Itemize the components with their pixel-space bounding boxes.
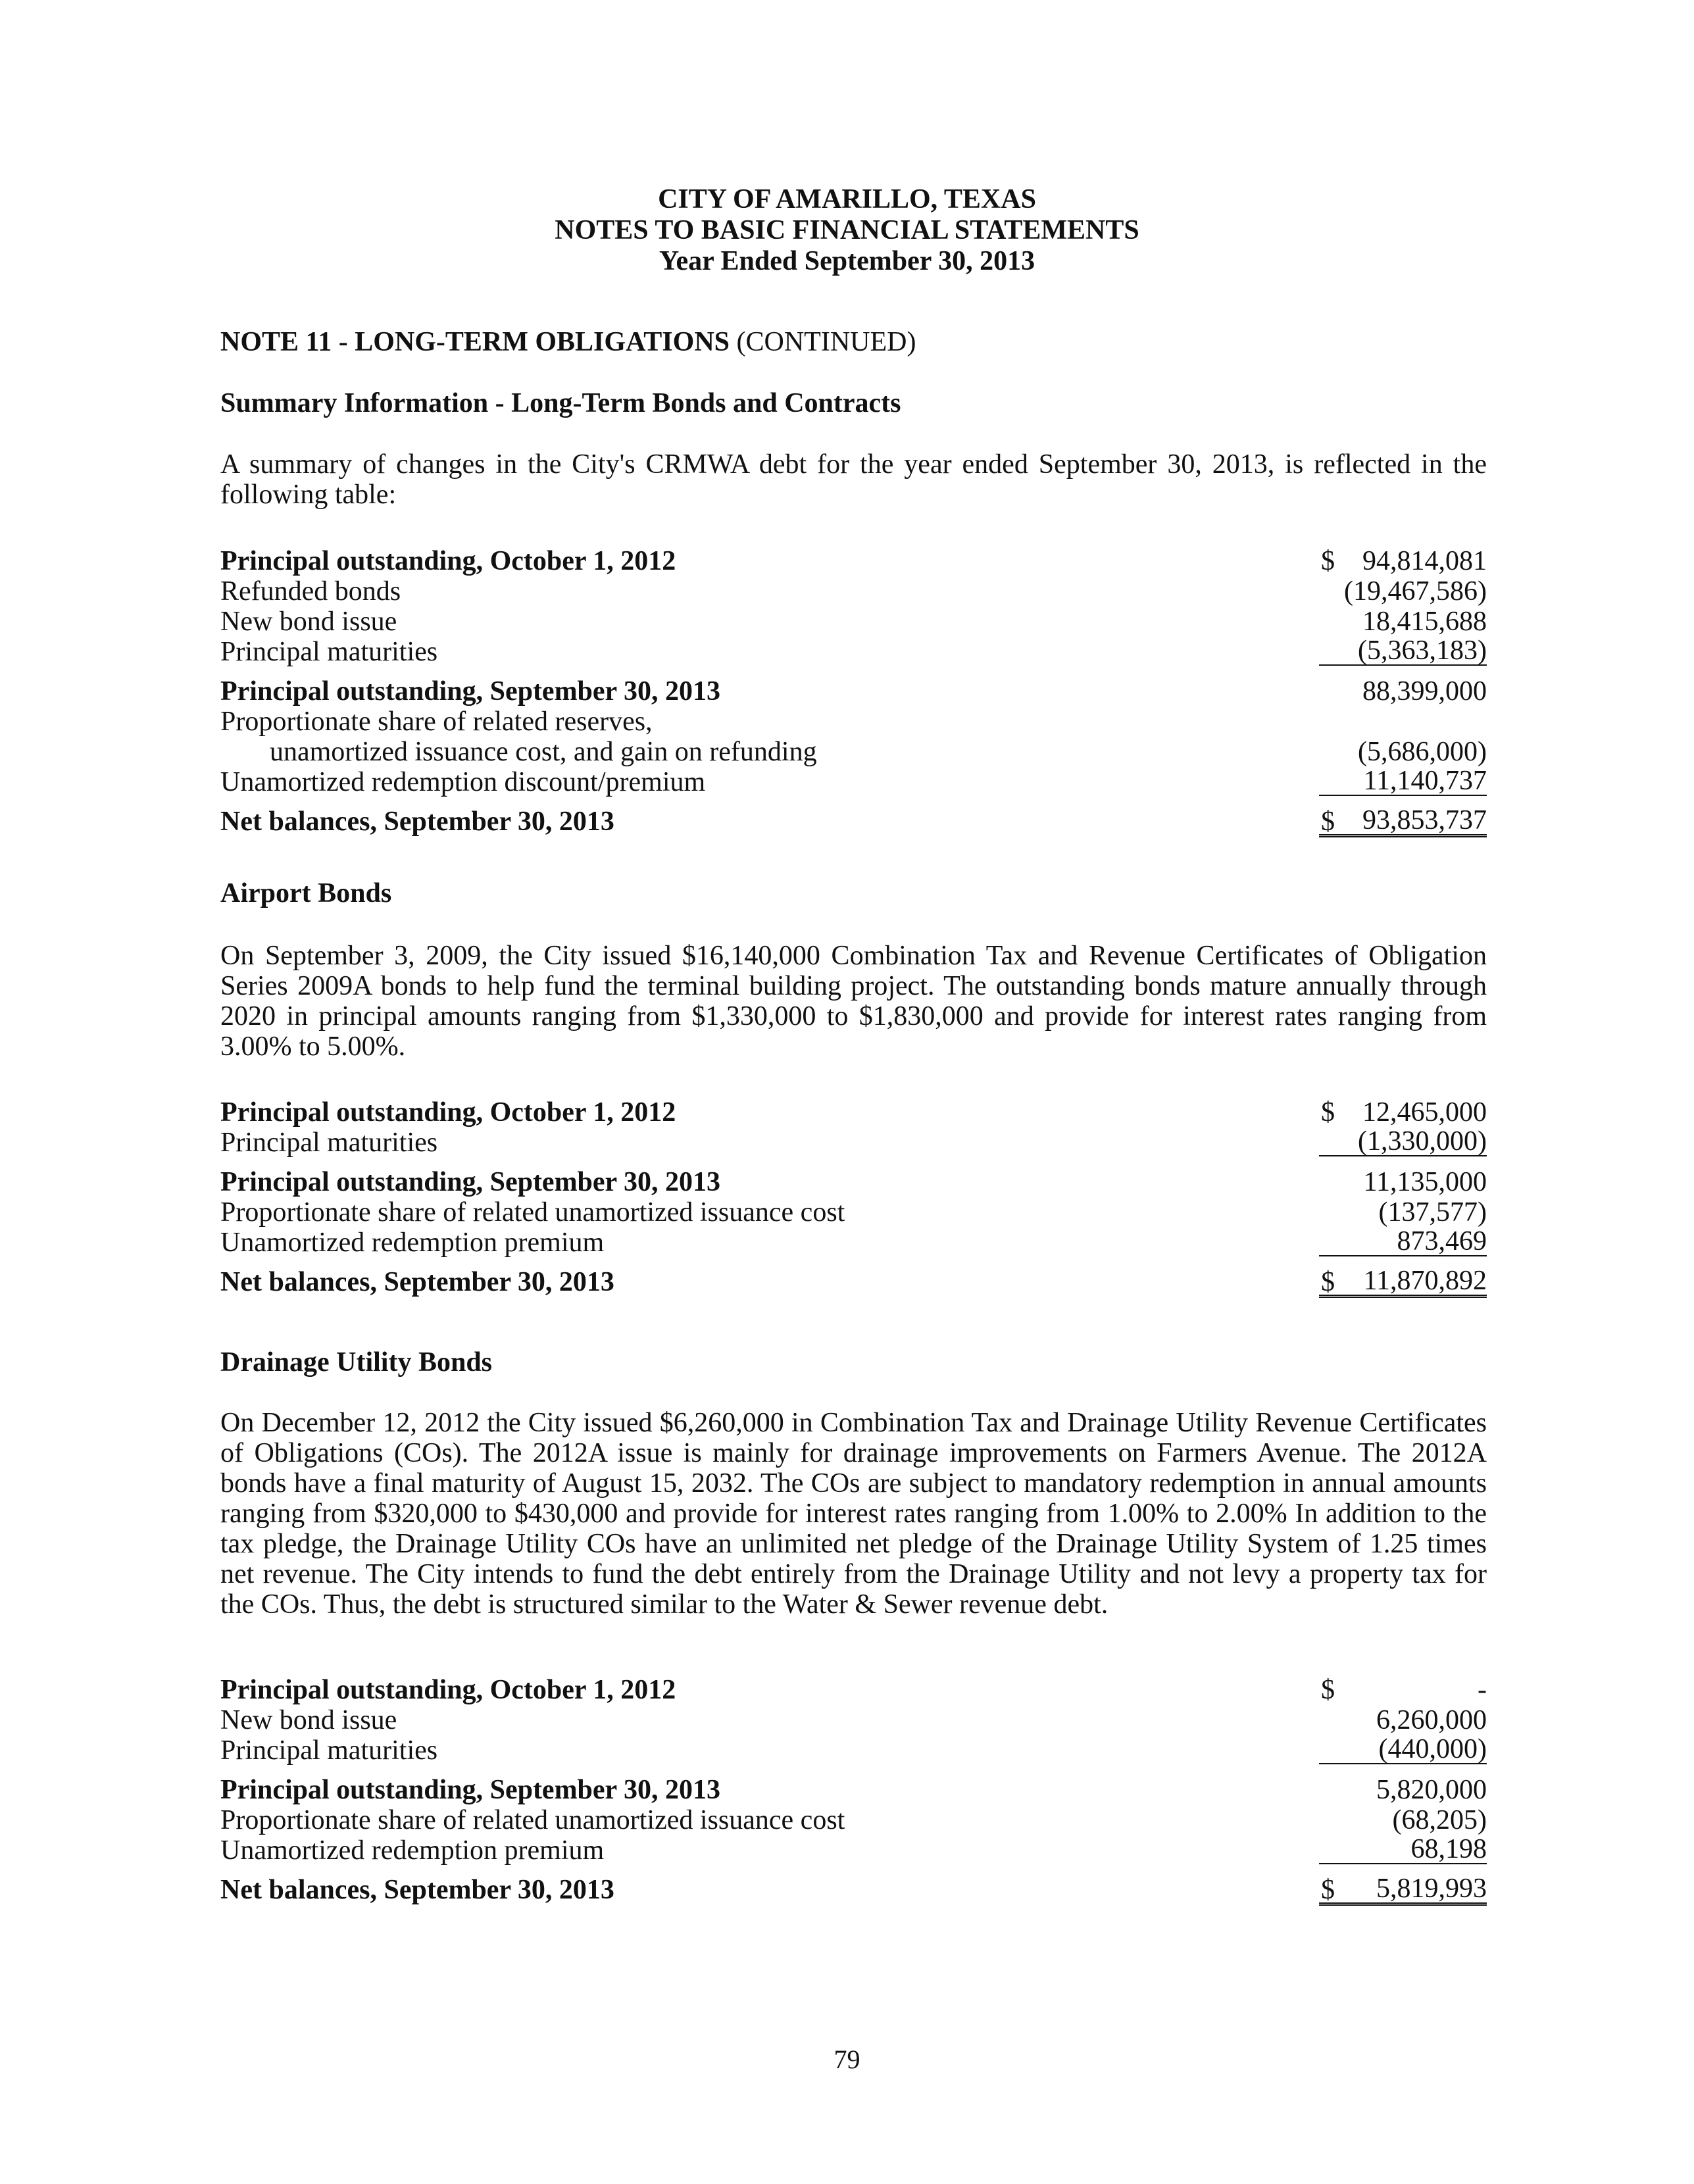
table-row [220,576,1487,607]
table-row [220,737,1487,767]
row-label: Principal outstanding, September 30, 2013 [220,1775,720,1805]
airport-bonds-table [220,1097,1487,1297]
row-label: Principal outstanding, September 30, 2013 [220,676,720,707]
dollar-sign: $ [1321,1267,1335,1297]
table-row [220,1097,1487,1128]
table-row [220,1735,1487,1766]
table-row [220,707,1487,737]
table-row [220,1705,1487,1735]
note-title-continued: (CONTINUED) [730,327,916,357]
crmwa-debt-table [220,546,1487,837]
airport-paragraph: On September 3, 2009, the City issued $16,140,000 Combination Tax and Revenue Certificates of Obligation Series 2009A bonds to help fund the terminal building project. The outstanding bonds mature annually through 2020 in principal amounts ranging from $1,330,000 to $1,830,000 and provide for interest rates ranging from 3.00% to 5.00%. [220,941,1487,1062]
table-row [220,1267,1487,1297]
header-notes-title: NOTES TO BASIC FINANCIAL STATEMENTS [555,215,1139,245]
row-amount: 11,135,000 [1363,1167,1487,1197]
row-label: Principal maturities [220,1128,438,1158]
row-label: Proportionate share of related unamortized issuance cost [220,1805,845,1835]
header-year: Year Ended September 30, 2013 [659,246,1035,276]
row-label: Principal outstanding, October 1, 2012 [220,1097,676,1128]
row-amount: 873,469 [1319,1228,1487,1256]
row-amount: 94,814,081 [1362,546,1487,576]
page-header [0,184,1694,277]
row-label: Principal outstanding, October 1, 2012 [220,546,676,576]
note-title [220,327,916,357]
table-row [220,637,1487,667]
table-row [220,1805,1487,1835]
row-label: Principal maturities [220,637,438,667]
row-amount: (137,577) [1378,1197,1487,1228]
row-amount: 18,415,688 [1362,607,1487,637]
table-row [220,767,1487,797]
summary-heading: Summary Information - Long-Term Bonds and Contracts [220,388,901,418]
row-amount: 93,853,737 [1319,807,1487,837]
row-amount: 6,260,000 [1376,1705,1487,1735]
table-row [220,1228,1487,1258]
row-label: Unamortized redemption premium [220,1835,605,1866]
row-label: Unamortized redemption discount/premium [220,767,706,797]
header-city: CITY OF AMARILLO, TEXAS [658,184,1036,214]
row-label: Proportionate share of related unamortized issuance cost [220,1197,845,1228]
dollar-sign: $ [1321,546,1335,576]
row-label: Net balances, September 30, 2013 [220,807,614,837]
dollar-sign: $ [1321,1875,1335,1905]
row-label: unamortized issuance cost, and gain on refunding [270,737,817,767]
row-amount: (19,467,586) [1344,576,1487,607]
table-row [220,607,1487,637]
row-amount: (1,330,000) [1319,1128,1487,1156]
row-amount: - [1478,1675,1487,1705]
table-row [220,1128,1487,1158]
table-row [220,676,1487,707]
row-amount: (5,686,000) [1358,737,1487,767]
row-label: Net balances, September 30, 2013 [220,1267,614,1297]
row-amount: 11,870,892 [1319,1267,1487,1298]
row-amount: 88,399,000 [1362,676,1487,707]
table-row [220,1675,1487,1705]
row-amount: 68,198 [1319,1835,1487,1864]
summary-intro: A summary of changes in the City's CRMWA debt for the year ended September 30, 2013, is reflected in the following table: [220,449,1487,510]
dollar-sign: $ [1321,1097,1335,1128]
drainage-bonds-table [220,1675,1487,1905]
row-amount: 11,140,737 [1319,767,1487,796]
page-number: 79 [834,2045,860,2074]
dollar-sign: $ [1321,807,1335,837]
table-row [220,546,1487,576]
drainage-paragraph: On December 12, 2012 the City issued $6,260,000 in Combination Tax and Drainage Utility Revenue Certificates of Obligations (COs). The 2012A issue is mainly for drainage improvements on Farmers Avenue. The 2012A bonds have a final maturity of August 15, 2032. The COs are subject to mandatory redemption in annual amounts ranging from $320,000 to $430,000 and provide for interest rates ranging from 1.00% to 2.00% In addition to the tax pledge, the Drainage Utility COs have an unlimited net pledge of the Drainage Utility System of 1.25 times net revenue. The City intends to fund the debt entirely from the Drainage Utility and not levy a property tax for the COs. Thus, the debt is structured similar to the Water & Sewer revenue debt. [220,1408,1487,1620]
row-label: Proportionate share of related reserves, [220,707,653,737]
table-row [220,1197,1487,1228]
row-amount: (440,000) [1319,1735,1487,1764]
table-row [220,1835,1487,1866]
row-label: New bond issue [220,1705,397,1735]
row-amount: (68,205) [1392,1805,1487,1835]
row-amount: 5,819,993 [1319,1875,1487,1906]
table-row [220,1775,1487,1805]
row-label: Refunded bonds [220,576,401,607]
table-row [220,1167,1487,1197]
row-amount: (5,363,183) [1319,637,1487,666]
row-label: Principal outstanding, September 30, 2013 [220,1167,720,1197]
row-label: New bond issue [220,607,397,637]
row-label: Net balances, September 30, 2013 [220,1875,614,1905]
dollar-sign: $ [1321,1675,1335,1705]
row-label: Unamortized redemption premium [220,1228,605,1258]
row-label: Principal maturities [220,1735,438,1766]
table-row [220,807,1487,837]
airport-heading: Airport Bonds [220,878,392,908]
note-title-bold: NOTE 11 - LONG-TERM OBLIGATIONS [220,327,730,357]
table-row [220,1875,1487,1905]
row-amount: 5,820,000 [1376,1775,1487,1805]
row-label: Principal outstanding, October 1, 2012 [220,1675,676,1705]
row-amount: 12,465,000 [1362,1097,1487,1128]
drainage-heading: Drainage Utility Bonds [220,1347,493,1377]
